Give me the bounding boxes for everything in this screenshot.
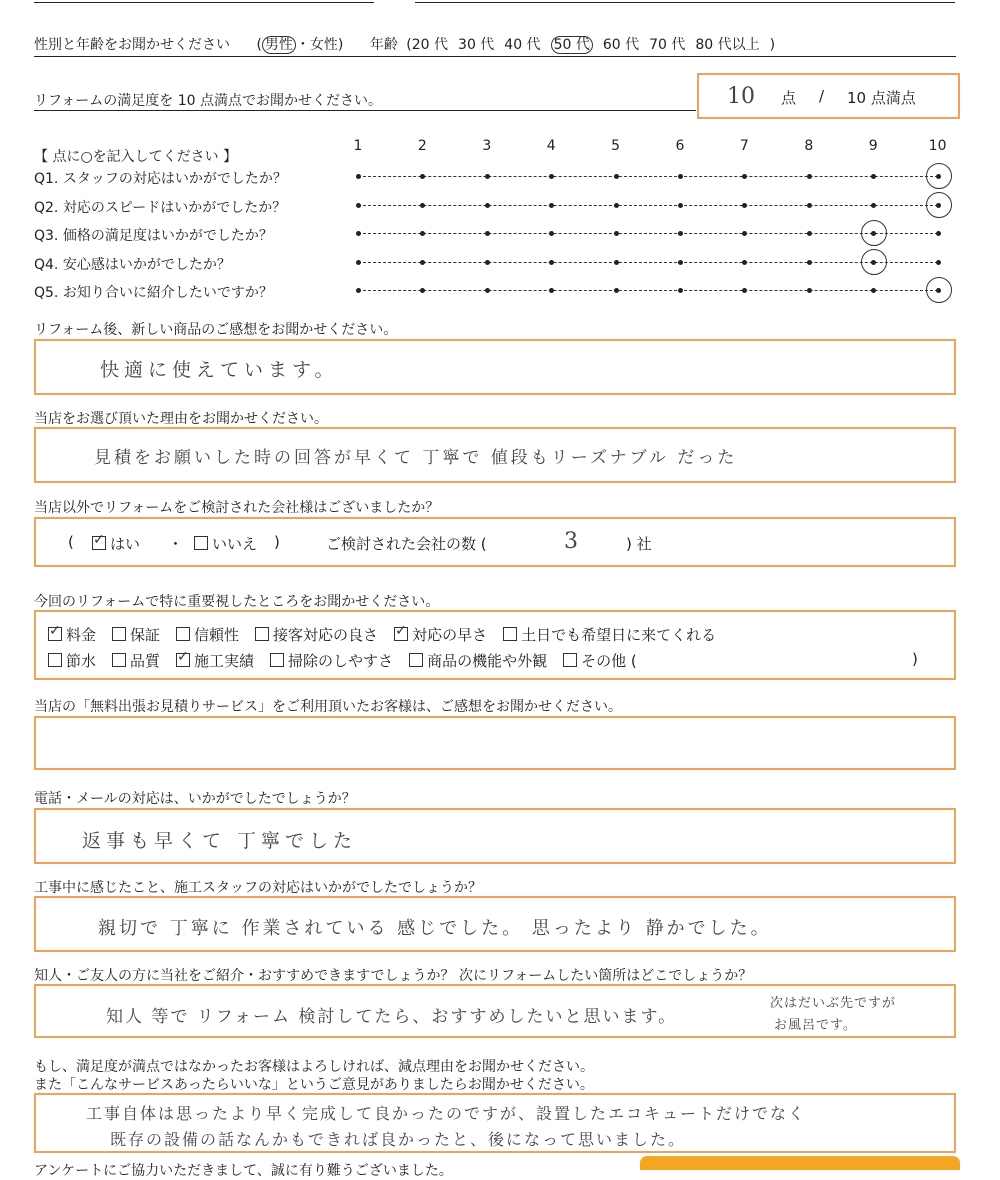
- scale-tick-label: 10: [928, 138, 947, 154]
- footer-text: アンケートにご協力いただきまして、誠に有り難うございました。: [34, 1163, 453, 1179]
- satisfaction-score[interactable]: 10: [727, 84, 755, 109]
- scale-point[interactable]: [936, 260, 941, 265]
- checkbox[interactable]: [48, 627, 62, 641]
- satisfaction-rule: [34, 110, 696, 111]
- checkbox-label: 品質: [130, 652, 161, 670]
- scale-tick-label: 3: [482, 138, 492, 154]
- scale-tick-label: 7: [739, 138, 749, 154]
- deduction-answer-2: 既存の設備の話なんかもできれば良かったと、後になって思いました。: [110, 1130, 687, 1149]
- scale-tick-label: 5: [611, 138, 621, 154]
- deduction-answer-box[interactable]: [34, 1093, 956, 1153]
- scale-point[interactable]: [614, 260, 619, 265]
- scale-point[interactable]: [356, 174, 361, 179]
- work-answer: 親切で 丁寧に 作業されている 感じでした。 思ったより 静かでした。: [98, 918, 772, 939]
- scale-tick-label: 4: [546, 138, 556, 154]
- checkbox-label: その他 (: [581, 652, 637, 670]
- checkbox-label: 対応の早さ: [412, 626, 488, 644]
- satisfaction-label: リフォームの満足度を 10 点満点でお聞かせください。: [34, 93, 383, 109]
- phone-answer: 返事も早くて 丁寧でした: [82, 830, 358, 852]
- recommend-answer-small-2: お風呂です。: [774, 1018, 857, 1033]
- checkbox[interactable]: [394, 627, 408, 641]
- checkbox[interactable]: [112, 653, 126, 667]
- scale-point[interactable]: [871, 174, 876, 179]
- scale-point[interactable]: [807, 174, 812, 179]
- scale-tick-label: 8: [804, 138, 814, 154]
- estimate-answer-box[interactable]: [34, 716, 956, 770]
- scale-point[interactable]: [549, 260, 554, 265]
- impression-answer: 快適に使えています。: [100, 359, 339, 381]
- scale-tick-label: 9: [868, 138, 878, 154]
- scale-point[interactable]: [420, 260, 425, 265]
- header-rule: [34, 56, 956, 57]
- estimate-label: 当店の「無料出張お見積りサービス」をご利用頂いたお客様は、ご感想をお聞かせください。: [34, 699, 622, 715]
- checkbox-label: 接客対応の良さ: [273, 626, 379, 644]
- scale-tick-label: 1: [353, 138, 363, 154]
- scale-point[interactable]: [420, 203, 425, 208]
- scale-point[interactable]: [807, 260, 812, 265]
- checkbox[interactable]: [409, 653, 423, 667]
- other-open: (: [68, 533, 74, 551]
- top-rule-left: [34, 2, 374, 3]
- scale-point[interactable]: [871, 288, 876, 293]
- other-yes-option[interactable]: [92, 533, 140, 554]
- reason-label: 当店をお選び頂いた理由をお聞かせください。: [34, 411, 328, 427]
- scale-point[interactable]: [807, 231, 812, 236]
- important-option[interactable]: [176, 650, 254, 671]
- scale-point[interactable]: [485, 231, 490, 236]
- scale-point[interactable]: [614, 203, 619, 208]
- gender-close: ): [337, 37, 344, 53]
- scale-question-label: Q4. 安心感はいかがでしたか？: [34, 256, 231, 273]
- checkbox-label: 節水: [66, 652, 97, 670]
- age-close: ): [769, 37, 776, 53]
- scale-point[interactable]: [549, 288, 554, 293]
- scale-line: [358, 262, 938, 263]
- scale-point[interactable]: [549, 174, 554, 179]
- other-no-checkbox[interactable]: [194, 536, 208, 550]
- other-count-label: ご検討された会社の数 (: [326, 535, 487, 553]
- other-count-unit: ) 社: [626, 535, 652, 553]
- scale-selected-circle: [926, 163, 952, 189]
- phone-label: 電話・メールの対応は、いかがでしたでしょうか？: [34, 791, 356, 807]
- scale-point[interactable]: [936, 231, 941, 236]
- work-answer-box[interactable]: [34, 896, 956, 952]
- satisfaction-max: 10 点満点: [847, 89, 916, 107]
- recommend-label: 知人・ご友人の方に当社をご紹介・おすすめできますでしょうか？ 次にリフォームしたい箇所はどこでしょうか？: [34, 968, 753, 984]
- important-option[interactable]: [563, 650, 637, 671]
- scale-selected-circle: [926, 192, 952, 218]
- scale-point[interactable]: [485, 288, 490, 293]
- other-no-option[interactable]: [194, 533, 257, 554]
- scale-point[interactable]: [678, 288, 683, 293]
- checkbox[interactable]: [112, 627, 126, 641]
- scale-line: [358, 176, 938, 177]
- scale-question-label: Q3. 価格の満足度はいかがでしたか？: [34, 228, 273, 244]
- important-option[interactable]: [409, 650, 547, 671]
- scale-point[interactable]: [356, 260, 361, 265]
- scale-point[interactable]: [871, 203, 876, 208]
- important-other-close: ): [912, 650, 918, 668]
- scale-point[interactable]: [356, 231, 361, 236]
- important-option[interactable]: [176, 624, 239, 645]
- checkbox[interactable]: [270, 653, 284, 667]
- checkbox[interactable]: [255, 627, 269, 641]
- age-option[interactable]: 30 代: [458, 37, 495, 53]
- other-label: 当店以外でリフォームをご検討された会社様はございましたか？: [34, 500, 440, 516]
- other-yes-label: はい: [110, 535, 141, 553]
- scale-selected-circle: [861, 249, 887, 275]
- other-sep: ・: [168, 535, 184, 553]
- important-option[interactable]: [503, 624, 716, 645]
- other-no-label: いいえ: [212, 535, 258, 553]
- scale-point[interactable]: [742, 174, 747, 179]
- important-option[interactable]: [255, 624, 378, 645]
- recommend-answer: 知人 等で リフォーム 検討してたら、おすすめしたいと思います。: [106, 1007, 678, 1027]
- impression-label: リフォーム後、新しい商品のご感想をお聞かせください。: [34, 322, 398, 338]
- reason-answer: 見積をお願いした時の回答が早くて 丁寧で 値段もリーズナブル だった: [94, 448, 738, 468]
- satisfaction-score-box: [697, 73, 960, 119]
- gender-female[interactable]: 女性: [309, 37, 338, 53]
- other-yes-checkbox[interactable]: [92, 536, 106, 550]
- scale-point[interactable]: [742, 231, 747, 236]
- gender-age-label: 性別と年齢をお聞かせください: [34, 37, 230, 53]
- deduction-label-2: また「こんなサービスあったらいいな」というご意見がありましたらお聞かせください。: [34, 1077, 594, 1093]
- scale-point[interactable]: [420, 174, 425, 179]
- scale-point[interactable]: [614, 174, 619, 179]
- checkbox-label: 施工実績: [194, 652, 255, 670]
- checkbox[interactable]: [503, 627, 517, 641]
- satisfaction-unit: 点: [781, 89, 797, 107]
- scale-question-label: Q5. お知り合いに紹介したいですか？: [34, 285, 273, 301]
- scale-point[interactable]: [678, 203, 683, 208]
- important-row-1: [48, 624, 732, 645]
- scale-question-label: Q1. スタッフの対応はいかがでしたか？: [34, 171, 287, 187]
- scale-point[interactable]: [420, 288, 425, 293]
- important-option[interactable]: [48, 624, 96, 645]
- age-option[interactable]: 50 代: [551, 36, 593, 54]
- checkbox-label: 信頼性: [194, 626, 240, 644]
- important-option[interactable]: [48, 650, 96, 671]
- scale-instruction: 【 点に○を記入してください 】: [34, 149, 238, 165]
- age-open: (: [406, 37, 412, 53]
- scale-selected-circle: [861, 220, 887, 246]
- recommend-answer-small-1: 次はだいぶ先ですが: [770, 996, 897, 1011]
- scale-point[interactable]: [614, 231, 619, 236]
- important-option[interactable]: [112, 624, 160, 645]
- brand-logo-banner: [640, 1156, 960, 1170]
- checkbox-label: 料金: [66, 626, 97, 644]
- checkbox-label: 土日でも希望日に来てくれる: [521, 626, 717, 644]
- age-option[interactable]: 70 代: [649, 37, 686, 53]
- important-option[interactable]: [394, 624, 487, 645]
- other-count[interactable]: 3: [564, 529, 583, 554]
- age-option[interactable]: 80 代以上: [695, 37, 760, 53]
- age-option[interactable]: 60 代: [602, 37, 640, 53]
- scale-point[interactable]: [678, 231, 683, 236]
- checkbox[interactable]: [176, 653, 190, 667]
- scale-selected-circle: [926, 277, 952, 303]
- age-option[interactable]: 20 代: [411, 37, 449, 53]
- impression-answer-box[interactable]: [34, 339, 956, 395]
- gender-age-row: [34, 34, 775, 54]
- scale-point[interactable]: [678, 260, 683, 265]
- scale-question-label: Q2. 対応のスピードはいかがでしたか？: [34, 199, 287, 216]
- scale-point[interactable]: [549, 231, 554, 236]
- other-answer-box: [34, 517, 956, 567]
- top-rule-right: [415, 2, 955, 3]
- gender-sep: ・: [295, 37, 310, 53]
- important-option[interactable]: [112, 650, 160, 671]
- important-label: 今回のリフォームで特に重要視したところをお聞かせください。: [34, 594, 440, 610]
- age-option[interactable]: 40 代: [504, 37, 541, 53]
- checkbox[interactable]: [176, 627, 190, 641]
- scale-point[interactable]: [807, 203, 812, 208]
- scale-point[interactable]: [356, 203, 361, 208]
- scale-point[interactable]: [807, 288, 812, 293]
- gender-open: (: [256, 37, 262, 53]
- scale-point[interactable]: [678, 174, 683, 179]
- deduction-label-1: もし、満足度が満点ではなかったお客様はよろしければ、減点理由をお聞かせください。: [34, 1059, 594, 1075]
- deduction-answer-1: 工事自体は思ったより早く完成して良かったのですが、設置したエコキュートだけでなく: [86, 1104, 807, 1123]
- reason-answer-box[interactable]: [34, 427, 956, 483]
- scale-tick-label: 6: [675, 138, 685, 154]
- scale-point[interactable]: [614, 288, 619, 293]
- scale-point[interactable]: [420, 231, 425, 236]
- scale-point[interactable]: [356, 288, 361, 293]
- scale-point[interactable]: [549, 203, 554, 208]
- scale-point[interactable]: [485, 260, 490, 265]
- checkbox-label: 掃除のしやすさ: [288, 652, 394, 670]
- recommend-answer-box[interactable]: [34, 984, 956, 1038]
- important-option[interactable]: [270, 650, 393, 671]
- scale-point[interactable]: [742, 288, 747, 293]
- scale-line: [358, 205, 938, 206]
- satisfaction-slash: /: [819, 87, 825, 105]
- checkbox-label: 商品の機能や外観: [427, 652, 548, 670]
- scale-tick-label: 2: [417, 138, 427, 154]
- important-row-2: [48, 650, 653, 671]
- scale-point[interactable]: [742, 203, 747, 208]
- phone-answer-box[interactable]: [34, 808, 956, 864]
- scale-point[interactable]: [485, 174, 490, 179]
- checkbox[interactable]: [48, 653, 62, 667]
- work-label: 工事中に感じたこと、施工スタッフの対応はいかがでしたでしょうか？: [34, 880, 482, 896]
- checkbox-label: 保証: [130, 626, 161, 644]
- age-label: 年齢: [369, 37, 398, 53]
- scale-point[interactable]: [485, 203, 490, 208]
- age-options: [412, 37, 770, 53]
- scale-point[interactable]: [742, 260, 747, 265]
- scale-line: [358, 233, 938, 234]
- other-close: ): [274, 533, 280, 551]
- gender-male[interactable]: 男性: [262, 36, 296, 54]
- checkbox[interactable]: [563, 653, 577, 667]
- scale-line: [358, 290, 938, 291]
